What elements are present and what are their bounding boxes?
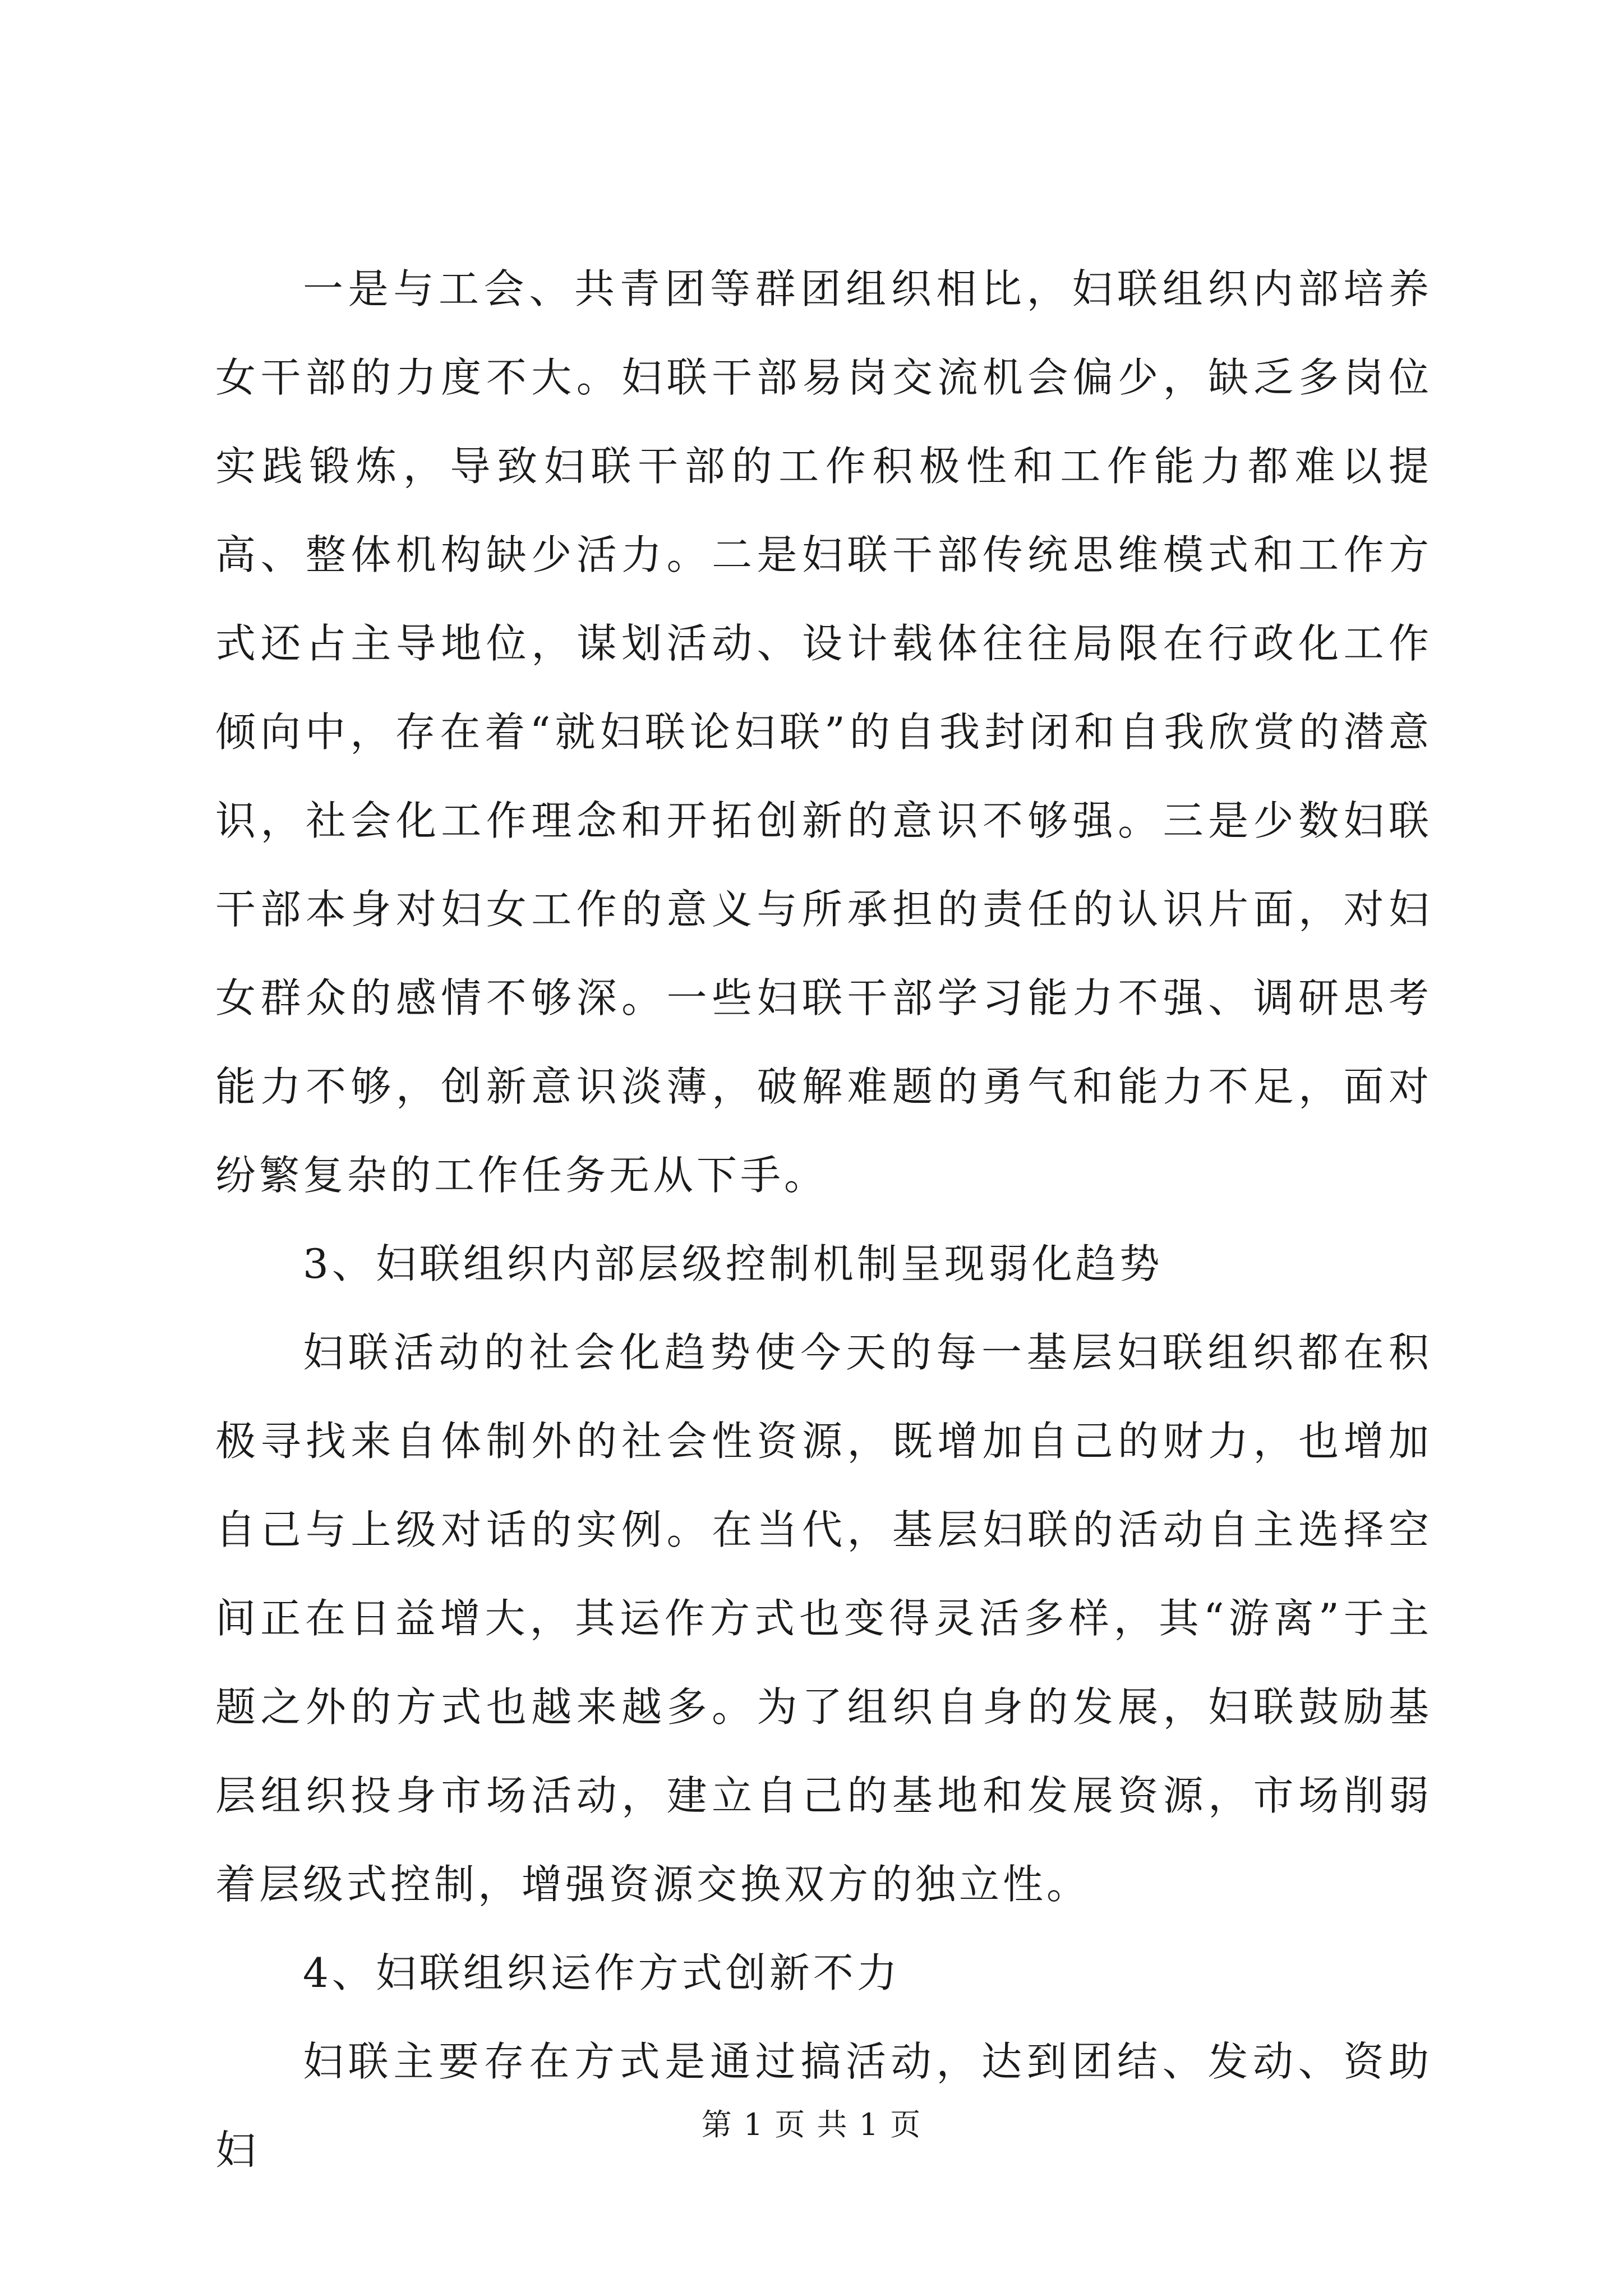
section-heading-4: 4、妇联组织运作方式创新不力 [303, 1949, 901, 1996]
body-paragraph-1: 一是与工会、共青团等群团组织相比，妇联组织内部培养女干部的力度不大。妇联干部易岗交流机会偏少，缺乏多岗位实践锻炼，导致妇联干部的工作积极性和工作能力都难以提高、整体机构缺少活力。二是妇联干部传统思维模式和工作方式还占主导地位，谋划活动、设计载体往往局限在行政化工作倾向中，存在着“就妇联论妇联”的自我封闭和自我欣赏的潜意识，社会化工作理念和开拓创新的意识不够强。三是少数妇联干部本身对妇女工作的意义与所承担的责任的认识片面，对妇女群众的感情不够深。一些妇联干部学习能力不强、调研思考能力不够，创新意识淡薄，破解难题的勇气和能力不足，面对纷繁复杂的工作任务无从下手。 [215, 265, 1432, 1199]
page-footer: 第 1 页 共 1 页 [701, 2107, 922, 2142]
section-heading-3: 3、妇联组织内部层级控制机制呈现弱化趋势 [303, 1240, 1163, 1287]
body-paragraph-2: 妇联活动的社会化趋势使今天的每一基层妇联组织都在积极寻找来自体制外的社会性资源，既增加自己的财力，也增加自己与上级对话的实例。在当代，基层妇联的活动自主选择空间正在日益增大，其运作方式也变得灵活多样，其“游离”于主题之外的方式也越来越多。为了组织自身的发展，妇联鼓励基层组织投身市场活动，建立自己的基地和发展资源，市场削弱着层级式控制，增强资源交换双方的独立性。 [215, 1329, 1432, 1908]
body-paragraph-3: 妇联主要存在方式是通过搞活动，达到团结、发动、资助妇 [215, 2038, 1432, 2174]
document-body [215, 245, 1432, 2194]
